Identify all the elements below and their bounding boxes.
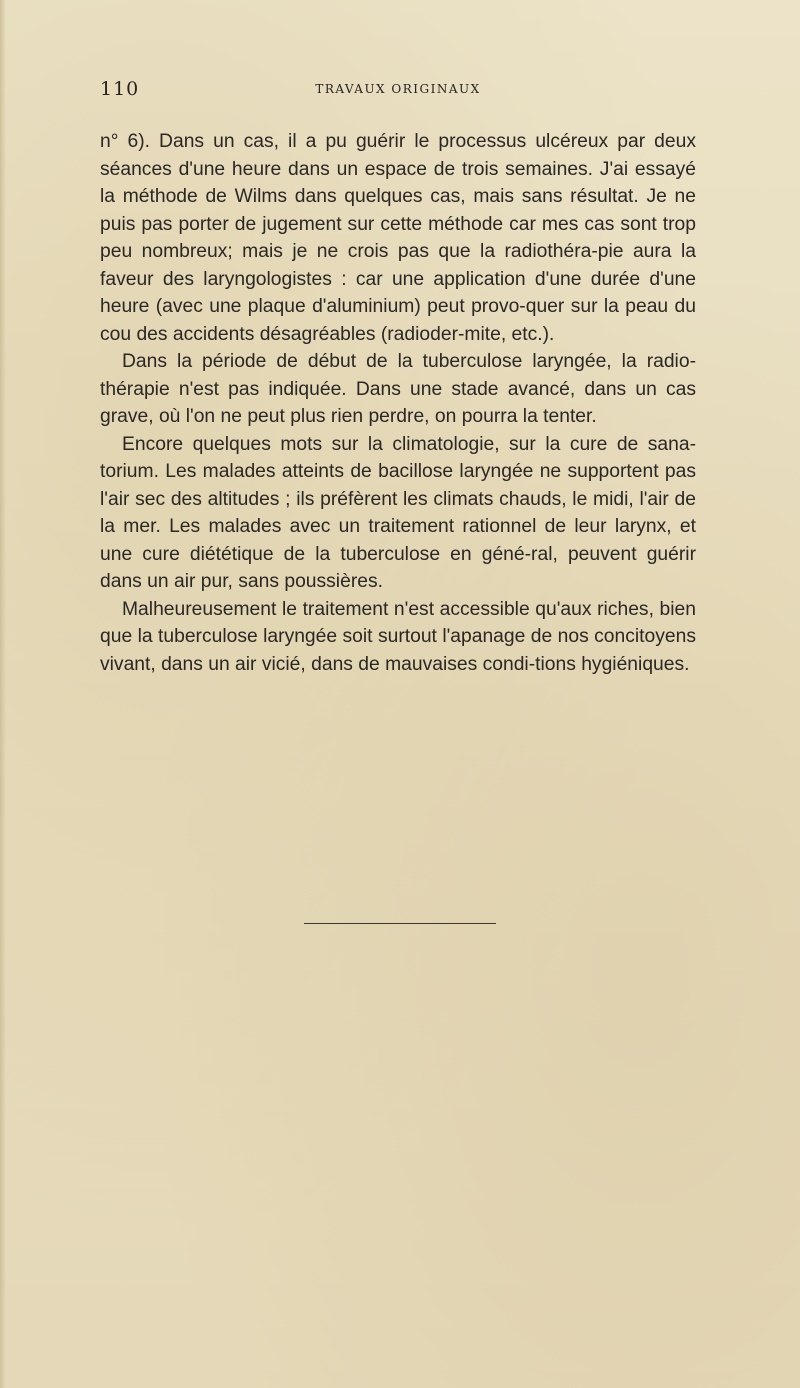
page-header xyxy=(100,78,696,104)
page-number: 110 xyxy=(100,78,140,100)
paragraph-continuation: n° 6). Dans un cas, il a pu guérir le processus ulcéreux par deux séances d'une heure dans un espace de trois semaines. J'ai essayé la méthode de Wilms dans quelques cas, mais sans résultat. Je ne puis pas porter de jugement sur cette méthode car mes cas sont trop peu nombreux; mais je ne crois pas que la radiothéra-pie aura la faveur des laryngologistes : car une application d'une durée d'une heure (avec une plaque d'aluminium) peut provo-quer sur la peau du cou des accidents désagréables (radioder-mite, etc.). xyxy=(100,131,696,345)
page-edge-shadow xyxy=(0,0,6,1388)
running-title: TRAVAUX ORIGINAUX xyxy=(315,82,481,96)
body-text xyxy=(100,128,696,678)
paragraph-radiotherapy: Dans la période de début de la tuberculose laryngée, la radio-thérapie n'est pas indiquée. Dans une stade avancé, dans un cas grave, où l'on ne peut plus rien perdre, on pourra la tenter. xyxy=(100,351,696,427)
paragraph-conclusion: Malheureusement le traitement n'est accessible qu'aux riches, bien que la tuberculose laryngée soit surtout l'apanage de nos concitoyens vivant, dans un air vicié, dans de mauvaises condi-tions hygiéniques. xyxy=(100,598,696,675)
section-end-rule xyxy=(304,923,496,924)
paragraph-climatology: Encore quelques mots sur la climatologie, sur la cure de sana-torium. Les malades atteints de bacillose laryngée ne supportent pas l'air sec des altitudes ; ils préfèrent les climats chauds, le midi, l'air de la mer. Les malades avec un traitement rationnel de leur larynx, et une cure diététique de la tuberculose en géné-ral, peuvent guérir dans un air pur, sans poussières. xyxy=(100,433,696,592)
